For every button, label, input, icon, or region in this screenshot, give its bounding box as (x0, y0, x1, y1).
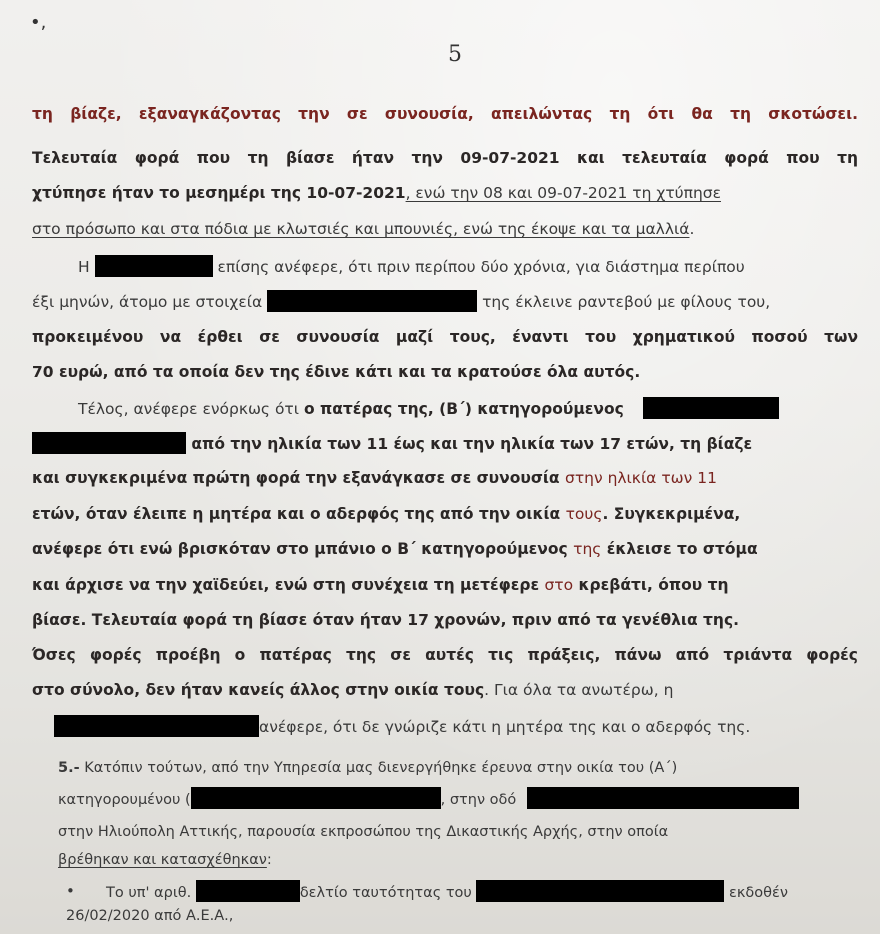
body-line: ανέφερε, ότι δε γνώριζε κάτι η μητέρα της και ο αδερφός της. (54, 715, 858, 738)
body-line: και συγκεκριμένα πρώτη φορά την εξανάγκασε σε συνουσία στην ηλικία των 11 (32, 469, 717, 487)
body-line: Τελευταία φορά που τη βίασε ήταν την 09-07-2021 και τελευταία φορά που τη (32, 149, 858, 167)
body-line: ετών, όταν έλειπε η μητέρα και ο αδερφός της από την οικία τους. Συγκεκριμένα, (32, 505, 741, 523)
body-line: βίασε. Τελευταία φορά τη βίασε όταν ήταν 17 χρονών, πριν από τα γενέθλια της. (32, 611, 740, 629)
redaction-bar (95, 255, 213, 277)
redaction-bar (32, 432, 186, 454)
body-line: κατηγορουμένου ( , στην οδό (58, 787, 858, 811)
section-number: 5.- (58, 760, 80, 776)
body-line: στο πρόσωπο και στα πόδια με κλωτσιές και μπουνιές, ενώ της έκοψε και τα μαλλιά. (32, 220, 695, 238)
list-item: Το υπ' αριθ. δελτίο ταυτότητας του εκδοθέν (106, 880, 858, 904)
body-line: στο σύνολο, δεν ήταν κανείς άλλος στην οικία τους. Για όλα τα ανωτέρω, η (32, 681, 674, 699)
redaction-bar (196, 880, 300, 902)
redaction-bar (191, 787, 441, 809)
body-line: τη βίαζε, εξαναγκάζοντας την σε συνουσία, απειλώντας τη ότι θα τη σκοτώσει. (32, 105, 858, 123)
body-line: Τέλος, ανέφερε ενόρκως ότι ο πατέρας της, (Β΄) κατηγορούμενος (78, 397, 858, 420)
list-item-continuation: 26/02/2020 από Α.Ε.Α., (66, 908, 234, 924)
redaction-bar (527, 787, 799, 809)
redaction-bar (476, 880, 724, 902)
redaction-bar (643, 397, 779, 419)
body-line: στην Ηλιούπολη Αττικής, παρουσία εκπροσώπου της Δικαστικής Αρχής, στην οποία (58, 824, 669, 840)
body-line: Όσες φορές προέβη ο πατέρας της σε αυτές τις πράξεις, πάνω από τριάντα φορές (32, 646, 858, 664)
body-line: προκειμένου να έρθει σε συνουσία μαζί τους, έναντι του χρηματικού ποσού των (32, 328, 858, 346)
body-line: από την ηλικία των 11 έως και την ηλικία των 17 ετών, τη βίαζε (32, 432, 858, 455)
body-line: 70 ευρώ, από τα οποία δεν της έδινε κάτι και τα κρατούσε όλα αυτός. (32, 363, 641, 381)
list-bullet: • (66, 882, 75, 900)
body-line: έξι μηνών, άτομο με στοιχεία της έκλεινε ραντεβού με φίλους του, (32, 290, 858, 313)
body-line: Η επίσης ανέφερε, ότι πριν περίπου δύο χρόνια, για διάστημα περίπου (78, 255, 858, 278)
section-paragraph: 5.- Κατόπιν τούτων, από την Υπηρεσία μας διενεργήθηκε έρευνα στην οικία του (Α΄) (58, 760, 678, 776)
body-line: και άρχισε να την χαϊδεύει, ενώ στη συνέχεια τη μετέφερε στο κρεβάτι, όπου τη (32, 576, 729, 594)
body-line: ανέφερε ότι ενώ βρισκόταν στο μπάνιο ο Β΄ κατηγορούμενος της έκλεισε το στόμα (32, 540, 758, 558)
redaction-bar (267, 290, 477, 312)
scan-mark: •, (30, 12, 47, 33)
redaction-bar (54, 715, 259, 737)
page-number: 5 (448, 42, 462, 67)
body-line: χτύπησε ήταν το μεσημέρι της 10-07-2021, ενώ την 08 και 09-07-2021 τη χτύπησε (32, 184, 721, 202)
body-line: βρέθηκαν και κατασχέθηκαν: (58, 852, 272, 868)
